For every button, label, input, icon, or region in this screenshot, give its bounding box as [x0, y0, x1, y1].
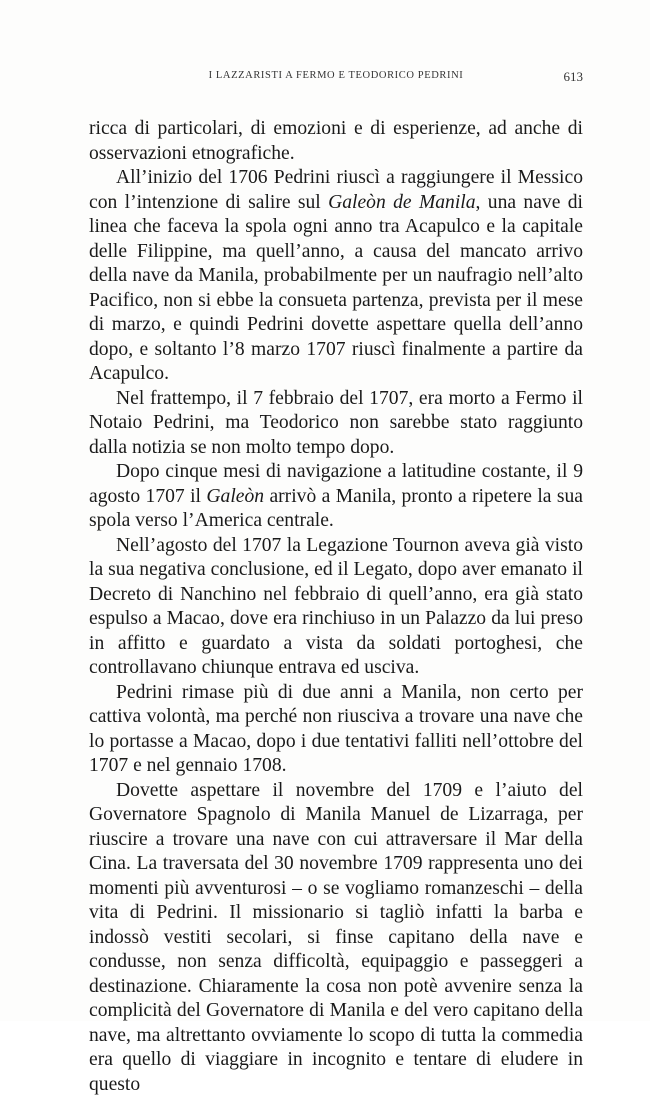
text-segment: Nell’agosto del 1707 la Legazione Tournon aveva già visto la sua negativa conclusione, ed il Legato, dopo aver emanato il Decreto di Nanchino nel febbraio di quell’anno, era già stato espulso a Macao, dove era rinchiuso in un Palazzo da lui preso in affitto e guardato a vista da soldati portoghesi, che controllavano chiunque entrava ed usciva.: [89, 535, 583, 679]
text-segment: Dovette aspettare il novembre del 1709 e l’aiuto del Governatore Spagnolo di Manila Manuel de Lizarraga, per riuscire a trovare una nave con cui attraversare il Mar della Cina. La traversata del 30 novembre 1709 rappresenta uno dei momenti più avventurosi – o se vogliamo romanzeschi – della vita di Pedrini. Il missionario si tagliò infatti la barba e indossò vestiti secolari, si finse capitano della nave e condusse, non senza difficoltà, equipaggio e passeggeri a destinazione. Chiaramente la cosa non potè avvenire senza la complicità del Governatore di Manila e del vero capitano della nave, ma altrettanto ovviamente lo scopo di tutta la commedia era quello di viaggiare in incognito e tentare di eludere in questo: [89, 780, 583, 1095]
ship-name: Galeòn: [206, 486, 264, 507]
text-segment: All’inizio del 1706 Pedrini riuscì a raggiungere il Messico con l’intenzione di salire sul: [89, 167, 583, 213]
body-text: [89, 117, 583, 1097]
running-head: [89, 70, 583, 84]
paragraph: [89, 166, 583, 387]
paragraph: [89, 460, 583, 534]
running-title: I LAZZARISTI A FERMO E TEODORICO PEDRINI: [89, 70, 583, 81]
text-segment: Dopo cinque mesi di navigazione a latitudine costante, il 9 agosto 1707 il: [89, 461, 583, 507]
paragraph: [89, 534, 583, 681]
text-segment: , una nave di linea che faceva la spola ogni anno tra Acapulco e la capitale delle Filippine, ma quell’anno, a causa del mancato arrivo della nave da Manila, probabilmente per un naufragio nell’alto Pacifico, non si ebbe la consueta partenza, prevista per il mese di marzo, e quindi Pedrini dovette aspettare quella dell’anno dopo, e soltanto l’8 marzo 1707 riuscì finalmente a partire da Acapulco.: [89, 192, 583, 385]
text-segment: Pedrini rimase più di due anni a Manila, non certo per cattiva volontà, ma perché non riusciva a trovare una nave che lo portasse a Macao, dopo i due tentativi falliti nell’ottobre del 1707 e nel gennaio 1708.: [89, 682, 583, 777]
page-number: 613: [564, 69, 584, 85]
ship-name: Galeòn de Manila: [328, 192, 475, 213]
paragraph: [89, 779, 583, 1097]
text-segment: ricca di particolari, di emozioni e di esperienze, ad anche di osservazioni etnografiche.: [89, 118, 583, 164]
text-segment: arrivò a Manila, pronto a ripetere la sua spola verso l’America centrale.: [89, 486, 583, 532]
paragraph: [89, 117, 583, 166]
paragraph: [89, 387, 583, 461]
paragraph: [89, 681, 583, 779]
text-segment: Nel frattempo, il 7 febbraio del 1707, era morto a Fermo il Notaio Pedrini, ma Teodorico non sarebbe stato raggiunto dalla notizia se non molto tempo dopo.: [89, 388, 583, 458]
